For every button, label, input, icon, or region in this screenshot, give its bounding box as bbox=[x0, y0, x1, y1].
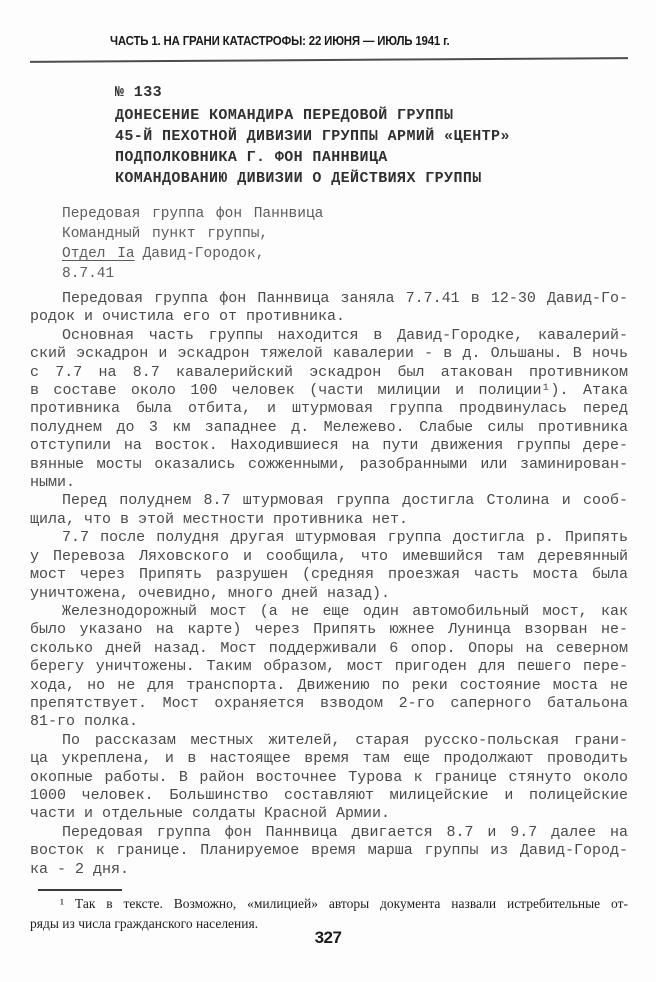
paragraph bbox=[30, 732, 628, 824]
letterhead-location: Давид-Городок, bbox=[142, 246, 265, 262]
footnote-line: ряды из числа гражданского населения. bbox=[30, 915, 259, 931]
body-line: ными. bbox=[30, 474, 76, 492]
paragraph bbox=[30, 603, 628, 732]
body-line: с 7.7 на 8.7 кавалерийский эскадрон был атакован противником bbox=[30, 363, 628, 381]
letterhead-office-line bbox=[62, 244, 323, 264]
body-line: берегу уничтожены. Таким образом, мост пригоден для пешего пере- bbox=[30, 658, 628, 676]
document-header bbox=[115, 82, 628, 189]
body-line: 1000 человек. Большинство составляют милицейские и полицейские bbox=[30, 786, 628, 804]
body-line: родок и очистила его от противника. bbox=[30, 308, 346, 326]
footnote-line: ¹ Так в тексте. Возможно, «милицией» авторы документа назвали истребительные от- bbox=[60, 896, 628, 911]
footnote-rule bbox=[38, 889, 122, 891]
body-line: ский эскадрон и эскадрон тяжелой кавалерии - в д. Ольшаны. В ночь bbox=[30, 345, 628, 363]
paragraph bbox=[30, 529, 628, 603]
body-line: хода, но не для транспорта. Движению по реки состояние моста не bbox=[30, 676, 628, 694]
document-body bbox=[30, 290, 628, 879]
body-line: Железнодорожный мост (а не еще один автомобильный мост, как bbox=[62, 602, 628, 620]
body-line: в составе около 100 человек (части милиции и полиции¹). Атака bbox=[30, 382, 628, 400]
title-line: КОМАНДОВАНИЮ ДИВИЗИИ О ДЕЙСТВИЯХ ГРУППЫ bbox=[115, 170, 482, 187]
running-header: ЧАСТЬ 1. НА ГРАНИ КАТАСТРОФЫ: 22 ИЮНЯ — ИЮЛЬ 1941 г. bbox=[110, 33, 450, 48]
body-line: мост через Припять разрушен (средняя проезжая часть моста была bbox=[30, 566, 628, 584]
title-line: 45-Й ПЕХОТНОЙ ДИВИЗИИ ГРУППЫ АРМИЙ «ЦЕНТР» bbox=[115, 128, 510, 145]
body-line: ца укреплена, и в настоящее время там еще продолжают проводить bbox=[30, 750, 628, 768]
body-line: 7.7 после полудня другая штурмовая группа достигла р. Припять bbox=[62, 529, 628, 547]
letterhead-command-post: Командный пункт группы, bbox=[62, 226, 269, 242]
body-line: Перед полуднем 8.7 штурмовая группа достигла Столина и сооб- bbox=[62, 492, 628, 510]
letterhead-unit: Передовая группа фон Паннвица bbox=[62, 206, 324, 222]
paragraph bbox=[30, 290, 628, 327]
body-line: уничтожена, очевидно, много дней назад). bbox=[30, 584, 391, 602]
title-line: ПОДПОЛКОВНИКА Г. ФОН ПАННВИЦА bbox=[115, 149, 388, 166]
body-line: у Перевоза Ляховского и сообщила, что имевшийся там деревянный bbox=[30, 547, 628, 565]
letterhead-office: Отдел Ia bbox=[62, 246, 135, 262]
body-line: Передовая группа фон Паннвица двигается 8.7 и 9.7 далее на bbox=[62, 823, 628, 841]
body-line: окопные работы. В район восточнее Турова к границе стянуто около bbox=[30, 768, 628, 786]
body-line: щила, что в этой местности противника нет. bbox=[30, 510, 409, 528]
body-line: отступили на восток. Находившиеся на пути движения группы дере- bbox=[30, 437, 628, 455]
paragraph bbox=[30, 824, 628, 879]
body-line: препятствует. Мост охраняется взводом 2-го саперного батальона bbox=[30, 694, 628, 712]
body-line: Основная часть группы находится в Давид-Городке, кавалерий- bbox=[62, 326, 628, 344]
body-line: части и отдельные солдаты Красной Армии. bbox=[30, 805, 391, 823]
body-line: было указано на карте) через Припять южнее Лунинца взорван не- bbox=[30, 621, 628, 639]
body-line: противника была отбита, и штурмовая группа продвинулась перед bbox=[30, 400, 628, 418]
paragraph bbox=[30, 492, 628, 529]
body-line: ка - 2 дня. bbox=[30, 860, 130, 878]
body-line: полуднем до 3 км западнее д. Мележево. Слабые силы противника bbox=[30, 418, 628, 436]
body-line: восток к границе. Планируемое время марша группы из Давид-Город- bbox=[30, 842, 628, 860]
page-number: 327 bbox=[314, 928, 342, 947]
body-line: По рассказам местных жителей, старая русско-польская грани- bbox=[62, 731, 628, 749]
letterhead-date: 8.7.41 bbox=[62, 266, 115, 282]
paragraph bbox=[30, 327, 628, 493]
document-title bbox=[115, 105, 628, 189]
body-line: 81-го полка. bbox=[30, 713, 139, 731]
body-line: сколько дней назад. Мост поддерживали 6 опор. Опоры на северном bbox=[30, 639, 628, 657]
header-rule bbox=[30, 57, 628, 63]
letterhead bbox=[62, 204, 323, 284]
document-number: № 133 bbox=[115, 84, 163, 101]
body-line: Передовая группа фон Паннвица заняла 7.7.41 в 12-30 Давид-Го- bbox=[62, 290, 628, 307]
title-line: ДОНЕСЕНИЕ КОМАНДИРА ПЕРЕДОВОЙ ГРУППЫ bbox=[115, 107, 454, 124]
body-line: вянные мосты оказались сожженными, разобранными или заминирован- bbox=[30, 455, 628, 473]
